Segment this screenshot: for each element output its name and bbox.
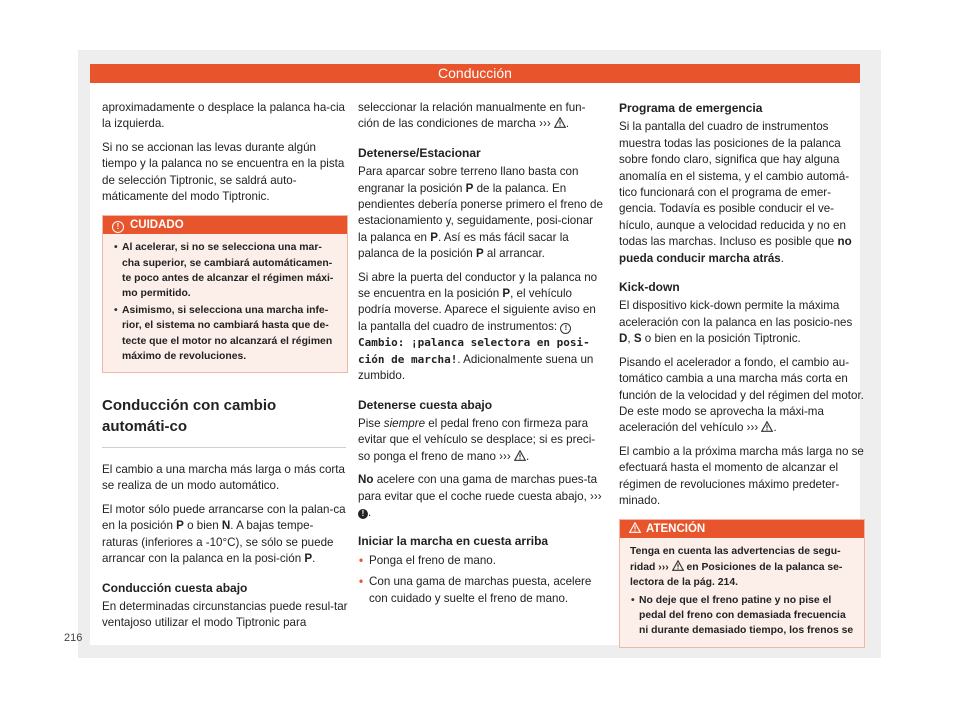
- warning-triangle-icon: [629, 522, 641, 533]
- warning-title-bar: [620, 520, 864, 538]
- warning-triangle-icon: [761, 421, 773, 432]
- caution-item: • Al acelerar, si no se selecciona una mar-cha superior, se cambiará automáticamen-te poco antes de alcanzar el régimen máxi-mo permitido.: [113, 240, 337, 301]
- subheading: Programa de emergencia: [619, 101, 763, 115]
- warning-item: • No deje que el freno patine y no pise el pedal del freno con demasiada frecuencia ni durante demasiado tiempo, los frenos se: [630, 593, 854, 639]
- warning-body: [620, 538, 864, 646]
- paragraph: Si la pantalla del cuadro de instrumentos muestra todas las posiciones de la palanca sobre fondo claro, significa que hay alguna anomalía en el sistema, y el cambio automá-tico funcionará con el programa de emer-gencia. Todavía es posible conducir el ve-hículo, aunque a velocidad reducida y no en todas las marchas. Incluso es posible que no pueda conducir marcha atrás.: [619, 120, 852, 265]
- subheading: Iniciar la marcha en cuesta arriba: [358, 534, 549, 549]
- warning-triangle-icon: [554, 117, 566, 128]
- caution-item: • Asimismo, si selecciona una marcha infe-rior, el sistema no cambiará hasta que de-tecte que el motor no alcanzará el régimen máximo de revoluciones.: [113, 303, 337, 364]
- paragraph: El cambio a la próxima marcha más larga no se efectuará hasta el momento de alcanzar el régimen de revoluciones máximo predeter-minado.: [619, 444, 864, 507]
- info-circle-icon: !: [560, 323, 571, 334]
- paragraph: En determinadas circunstancias puede resul-tar ventajoso utilizar el modo Tiptronic para: [102, 599, 348, 630]
- paragraph: seleccionar la relación manualmente en fun-ción de las condiciones de marcha ››› .: [358, 101, 586, 131]
- paragraph: aproximadamente o desplace la palanca ha-cia la izquierda.: [102, 101, 345, 131]
- warning-triangle-icon: [514, 450, 526, 461]
- paragraph: El cambio a una marcha más larga o más corta se realiza de un modo automático.: [102, 463, 345, 493]
- paragraph: Pisando el acelerador a fondo, el cambio au-tomático cambia a una marcha más corta en función de la velocidad y del régimen del motor. De este modo se aprovecha la máxi-ma aceleración del vehículo ››› .: [619, 355, 864, 435]
- page-number: 216: [64, 632, 83, 644]
- paragraph: No acelere con una gama de marchas pues-ta para evitar que el coche ruede cuesta abajo, ››› ! .: [358, 473, 602, 519]
- subheading: Conducción cuesta abajo: [102, 580, 248, 595]
- caution-title: CUIDADO: [130, 219, 184, 232]
- subheading: Kick-down: [619, 280, 680, 295]
- caution-body: [103, 234, 347, 372]
- caution-title-bar: [103, 216, 347, 234]
- warning-box: [619, 519, 865, 647]
- paragraph: Para aparcar sobre terreno llano basta con engranar la posición P de la palanca. En pendientes debería ponerse primero el freno de estacionamiento y, seguidamente, posi-cionar la palanca en P. Así es más fácil sacar la palanca de la posición P al arrancar.: [358, 165, 603, 261]
- paragraph: El dispositivo kick-down permite la máxima aceleración con la palanca en las posicio-nes D, S o bien en la posición Tiptronic.: [619, 299, 853, 346]
- warning-triangle-icon: [672, 560, 684, 571]
- list-item: • Ponga el freno de mano.: [358, 553, 604, 569]
- paragraph: Pise siempre el pedal freno con firmeza para evitar que el vehículo se desplace; si es preci-so ponga el freno de mano ››› .: [358, 416, 596, 463]
- subheading: Detenerse cuesta abajo: [358, 397, 493, 412]
- info-circle-icon: !: [112, 221, 124, 233]
- column-2: [358, 100, 604, 612]
- subheading: Detenerse/Estacionar: [358, 145, 481, 160]
- section-title: Conducción con cambio automáti-co: [102, 395, 346, 448]
- warning-paragraph: Tenga en cuenta las advertencias de segu-ridad ››› en Posiciones de la palanca se-lectora de la pág. 214.: [630, 546, 843, 588]
- list-item: • Con una gama de marchas puesta, acelere con cuidado y suelte el freno de mano.: [358, 574, 604, 607]
- chapter-header: Conducción: [90, 64, 860, 83]
- column-1: [102, 100, 348, 639]
- paragraph: Si abre la puerta del conductor y la palanca no se encuentra en la posición P, el vehículo podría moverse. Aparece el siguiente aviso en la pantalla del cuadro de instrumentos: ! Cambio: ¡palanca selectora en posi-ción de marcha!. Adicionalmente suena un zumbido.: [358, 270, 598, 383]
- caution-box: [102, 215, 348, 373]
- column-3: [619, 100, 865, 656]
- warning-title: ATENCIÓN: [646, 523, 706, 536]
- paragraph: El motor sólo puede arrancarse con la palan-ca en la posición P o bien N. A bajas tempe-raturas (inferiores a -10°C), se sólo se puede arrancar con la palanca en la posi-ción P.: [102, 502, 346, 566]
- exclamation-circle-icon: !: [358, 509, 368, 519]
- paragraph: Si no se accionan las levas durante algún tiempo y la palanca no se encuentra en la pista de selección Tiptronic, se saldrá auto-máticamente del modo Tiptronic.: [102, 140, 345, 204]
